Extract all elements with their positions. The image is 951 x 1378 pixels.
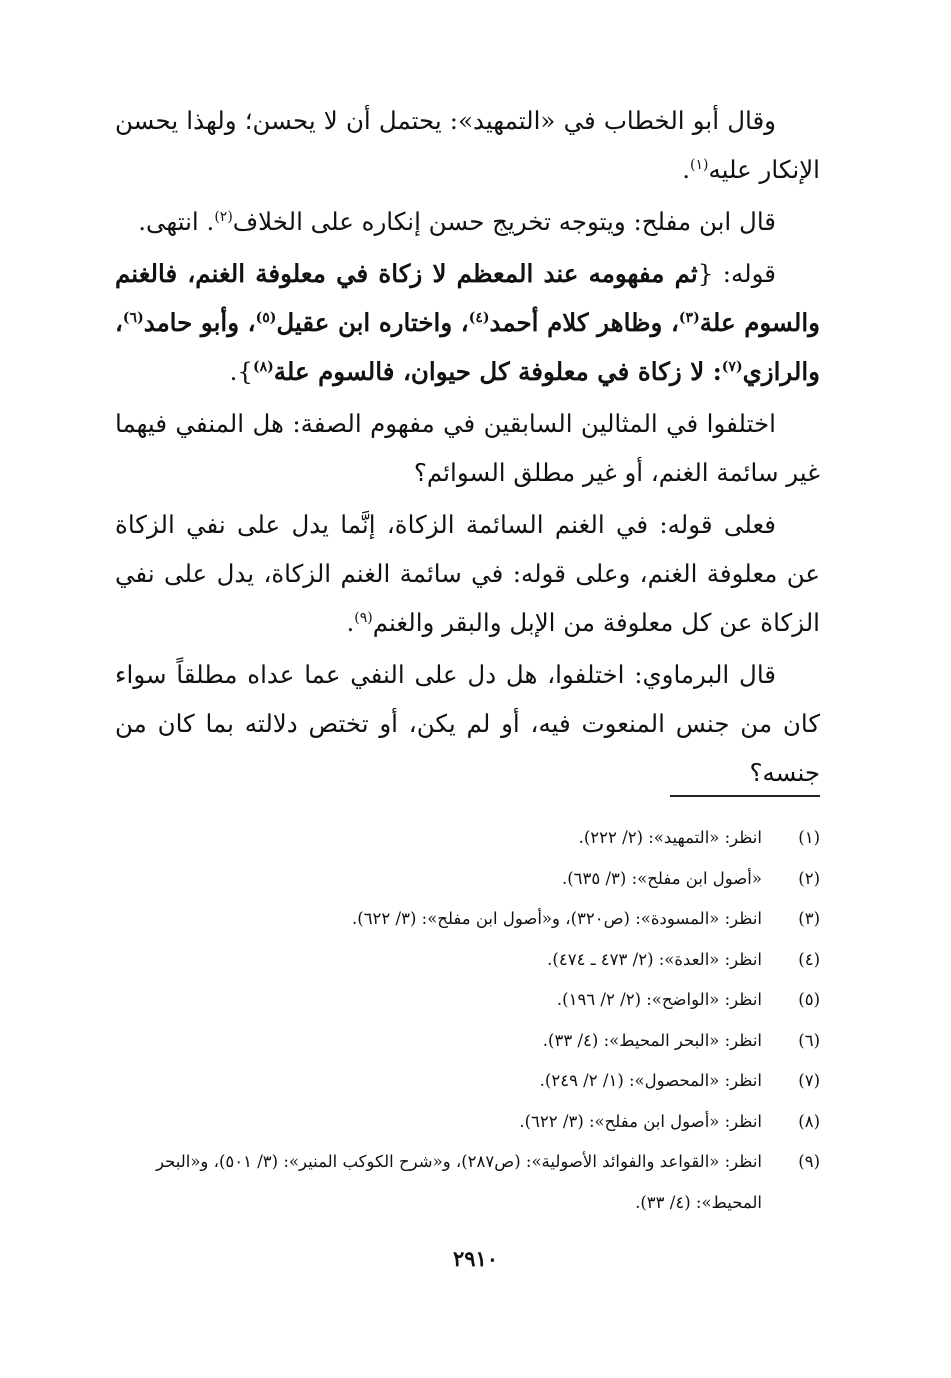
footnote-item [115,899,820,940]
quote-part-e: ، والرازي [115,308,820,386]
footnote-number: (٢) [798,868,820,888]
footnote-text: انظر: «التمهيد»: (٢/ ٢٢٢). [578,828,762,847]
footnote-ref-7[interactable]: (٧) [721,358,743,375]
footnote-ref-3[interactable]: (٣) [678,309,700,326]
footnote-number: (٧) [798,1071,820,1090]
footnote-text: انظر: «المحصول»: (١/ ٢/ ٢٤٩). [539,1071,762,1090]
footnote-item [115,940,820,981]
footnote-item [115,818,820,859]
quote-part-d: ، وأبو حامد [143,308,256,337]
quote-end: }. [229,357,253,386]
footnote-ref-1[interactable]: (١) [690,156,709,173]
footnote-number: (٣) [798,909,820,928]
footnote-text: انظر: «العدة»: (٢/ ٤٧٣ ـ ٤٧٤). [547,949,762,969]
paragraph-2-end: . انتهى. [138,207,215,236]
footnote-item [115,1021,820,1062]
footnote-item [115,980,820,1021]
footnote-text: انظر: «القواعد والفوائد الأصولية»: (ص٢٨٧)، و«شرح الكوكب المنير»: (٣/ ٥٠١)، و«البحر المحيط»: (٤/ ٣٣). [155,1152,762,1212]
paragraph-5 [115,500,820,647]
paragraph-2 [115,197,820,246]
footnote-number: (٩) [798,1152,820,1171]
quote-part-c: ، واختاره ابن عقيل [276,308,469,337]
footnote-number: (٤) [798,949,820,969]
footnote-ref-5[interactable]: (٥) [255,309,277,326]
footnote-item [115,859,820,900]
quote-part-b: ، وظاهر كلام أحمد [489,308,679,337]
paragraph-6: قال البرماوي: اختلفوا، هل دل على النفي عما عداه مطلقاً سواء كان من جنس المنعوت فيه، أو لم يكن، أو تختص دلالته بما كان من جنسه؟ [115,660,820,787]
footnote-number: (٨) [798,1111,820,1131]
footnote-ref-9[interactable]: (٩) [354,609,373,626]
paragraph-4: اختلفوا في المثالين السابقين في مفهوم الصفة: هل المنفي فيهما غير سائمة الغنم، أو غير مطلق السوائم؟ [115,409,820,487]
footnote-ref-2[interactable]: (٢) [214,208,233,225]
footnote-item [115,1061,820,1102]
footnote-divider [670,795,820,797]
footnote-text: انظر: «البحر المحيط»: (٤/ ٣٣). [542,1030,762,1050]
page-number: ٢٩١٠ [452,1246,499,1271]
footnote-item [115,1102,820,1143]
main-text [115,96,820,800]
footnote-number: (١) [798,828,820,847]
paragraph-1 [115,96,820,194]
quote-lead: قوله: { [697,259,776,288]
paragraph-2-text: قال ابن مفلح: ويتوجه تخريج حسن إنكاره على الخلاف [232,207,776,236]
footnote-text: انظر: «المسودة»: (ص٣٢٠)، و«أصول ابن مفلح»: (٣/ ٦٢٢). [352,909,762,928]
quote-part-a: ثم مفهومه عند المعظم لا زكاة في معلوفة الغنم، فالغنم والسوم علة [115,259,820,337]
footnote-text: «أصول ابن مفلح»: (٣/ ٦٣٥). [561,868,762,888]
footnote-number: (٥) [798,990,820,1009]
footnote-number: (٦) [798,1030,820,1050]
paragraph-5-text: فعلى قوله: في الغنم السائمة الزكاة، إنَّما يدل على نفي الزكاة عن معلوفة الغنم، وعلى قوله: في سائمة الغنم الزكاة، يدل على نفي الزكاة عن كل معلوفة من الإبل والبقر والغنم [115,510,820,637]
paragraph-3-quote [115,249,820,396]
paragraph-5-end: . [346,608,355,637]
footnote-ref-4[interactable]: (٤) [468,309,490,326]
footnote-ref-8[interactable]: (٨) [252,358,274,375]
footnote-text: انظر: «الواضح»: (٢/ ٢/ ١٩٦). [556,990,762,1009]
footnote-text: انظر: «أصول ابن مفلح»: (٣/ ٦٢٢). [519,1111,762,1131]
paragraph-1-end: . [682,155,691,184]
quote-part-f: : لا زكاة في معلوفة كل حيوان، فالسوم علة [273,357,722,386]
footnote-ref-6[interactable]: (٦) [122,309,144,326]
footnotes-list [115,818,820,1223]
footnote-item [115,1142,820,1223]
paragraph-1-text: وقال أبو الخطاب في «التمهيد»: يحتمل أن لا يحسن؛ ولهذا يحسن الإنكار عليه [115,106,820,184]
